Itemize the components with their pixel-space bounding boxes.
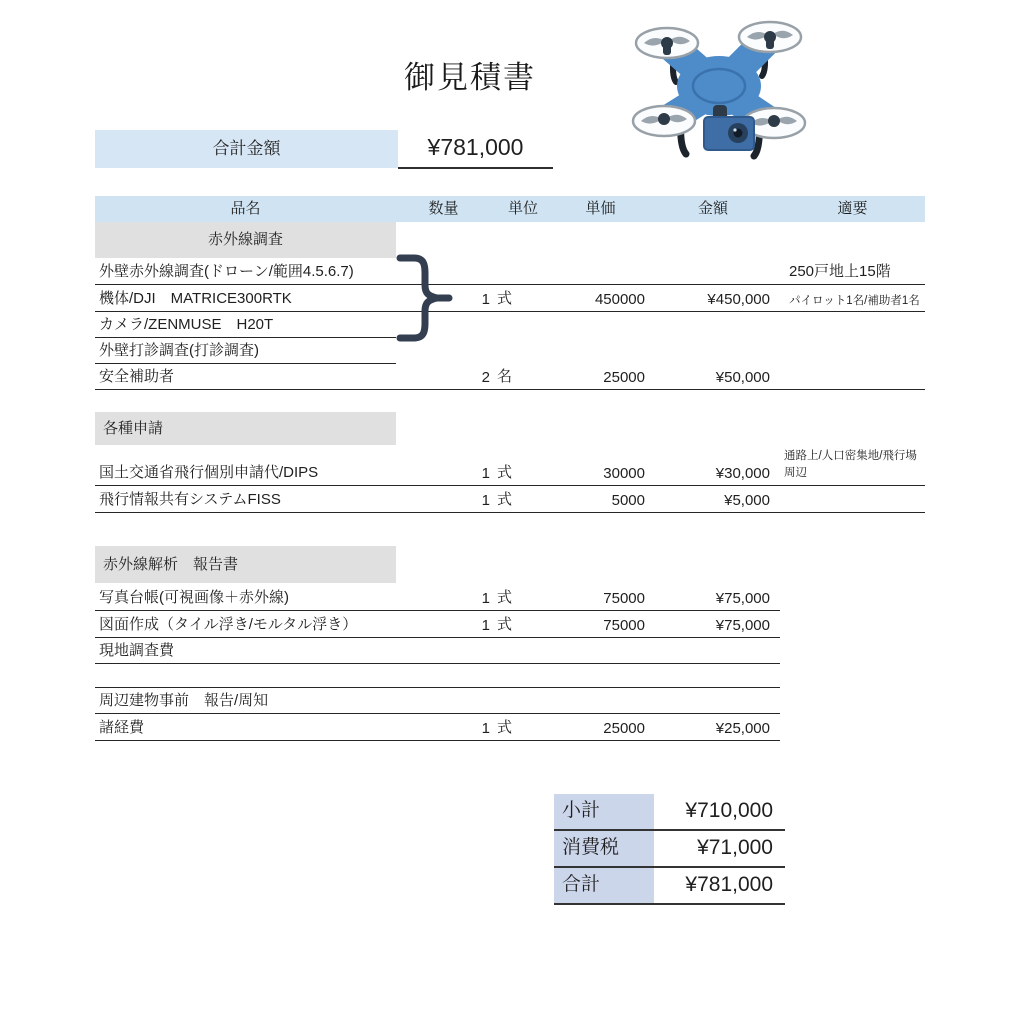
summary-row-tax	[554, 831, 785, 868]
table-row	[95, 585, 925, 611]
table-row	[95, 364, 925, 390]
col-header-remarks: 適要	[837, 200, 868, 217]
item-qty: 1	[481, 465, 490, 482]
section-header-applications: 各種申請	[95, 412, 396, 445]
item-unit: 名	[497, 368, 513, 385]
item-name: 周辺建物事前 報告/周知	[99, 692, 269, 709]
item-name: 図面作成（タイル浮き/モルタル浮き）	[99, 616, 358, 633]
item-name: カメラ/ZENMUSE H20T	[99, 316, 274, 333]
summary-label: 消費税	[554, 831, 654, 866]
item-amount: ¥50,000	[715, 369, 770, 386]
item-name: 現地調査費	[99, 642, 175, 659]
section-header-infrared-analysis-report: 赤外線解析 報告書	[95, 546, 396, 583]
summary-value: ¥781,000	[685, 873, 773, 896]
table-row	[95, 312, 925, 338]
item-qty: 1	[481, 590, 490, 607]
item-amount: ¥75,000	[715, 617, 770, 634]
item-amount: ¥25,000	[715, 720, 770, 737]
row-divider	[95, 512, 925, 513]
item-unit: 式	[497, 290, 513, 307]
col-header-unit: 単位	[507, 200, 538, 217]
row-divider	[95, 389, 925, 390]
item-amount: ¥75,000	[715, 590, 770, 607]
table-row	[95, 258, 925, 285]
table-row	[95, 688, 925, 714]
item-qty: 2	[481, 369, 490, 386]
row-divider	[95, 740, 780, 741]
table-header	[95, 196, 925, 222]
item-remarks: 250戸地上15階	[789, 263, 891, 280]
col-header-qty: 数量	[428, 200, 459, 217]
summary-row-subtotal	[554, 794, 785, 831]
summary-label: 合計	[554, 868, 654, 903]
table-row	[95, 714, 925, 741]
total-underline	[398, 167, 553, 169]
table-row	[95, 285, 925, 312]
table-row	[95, 638, 925, 664]
item-remarks: 通路上/人口密集地/飛行場周辺	[784, 450, 917, 479]
col-header-name: 品名	[230, 200, 261, 217]
summary-label: 小計	[554, 794, 654, 829]
item-unit-price: 75000	[603, 590, 645, 607]
item-unit: 式	[497, 464, 513, 481]
item-qty: 1	[481, 492, 490, 509]
item-name: 外壁赤外線調査(ドローン/範囲4.5.6.7)	[99, 263, 354, 280]
item-unit: 式	[497, 616, 513, 633]
summary-row-total	[554, 868, 785, 905]
summary-value: ¥710,000	[685, 799, 773, 822]
summary-value: ¥71,000	[697, 836, 773, 859]
item-qty: 1	[481, 720, 490, 737]
item-unit-price: 25000	[603, 369, 645, 386]
table-row	[95, 338, 925, 364]
item-name: 安全補助者	[99, 368, 175, 385]
item-unit-price: 75000	[603, 617, 645, 634]
col-header-unit-price: 単価	[585, 200, 616, 217]
item-remarks: パイロット1名/補助者1名	[789, 295, 920, 307]
section-header-infrared-survey: 赤外線調査	[95, 222, 396, 258]
item-amount: ¥450,000	[707, 291, 770, 308]
page-title: 御見積書	[404, 60, 536, 95]
item-name: 諸経費	[99, 719, 145, 736]
item-name: 外壁打診調査(打診調査)	[99, 342, 259, 359]
summary-table	[554, 794, 785, 905]
item-amount: ¥5,000	[724, 492, 770, 509]
group-brace-icon	[392, 252, 454, 344]
table-row	[95, 445, 925, 486]
item-unit-price: 5000	[611, 492, 645, 509]
table-row-blank	[95, 664, 925, 688]
item-unit: 式	[497, 719, 513, 736]
item-unit: 式	[497, 589, 513, 606]
item-unit-price: 30000	[603, 465, 645, 482]
total-value: ¥781,000	[427, 134, 524, 160]
item-unit: 式	[497, 491, 513, 508]
table-row	[95, 611, 925, 638]
item-unit-price: 450000	[594, 291, 645, 308]
drone-icon	[622, 10, 817, 168]
total-label: 合計金額	[95, 130, 398, 168]
item-unit-price: 25000	[603, 720, 645, 737]
table-row	[95, 486, 925, 513]
item-name: 機体/DJI MATRICE300RTK	[99, 290, 292, 307]
item-amount: ¥30,000	[715, 465, 770, 482]
item-name: 写真台帳(可視画像＋赤外線)	[99, 589, 289, 606]
item-name: 国土交通省飛行個別申請代/DIPS	[99, 464, 319, 481]
item-qty: 1	[481, 291, 490, 308]
col-header-amount: 金額	[697, 200, 728, 217]
item-qty: 1	[481, 617, 490, 634]
item-name: 飛行情報共有システムFISS	[99, 491, 281, 508]
